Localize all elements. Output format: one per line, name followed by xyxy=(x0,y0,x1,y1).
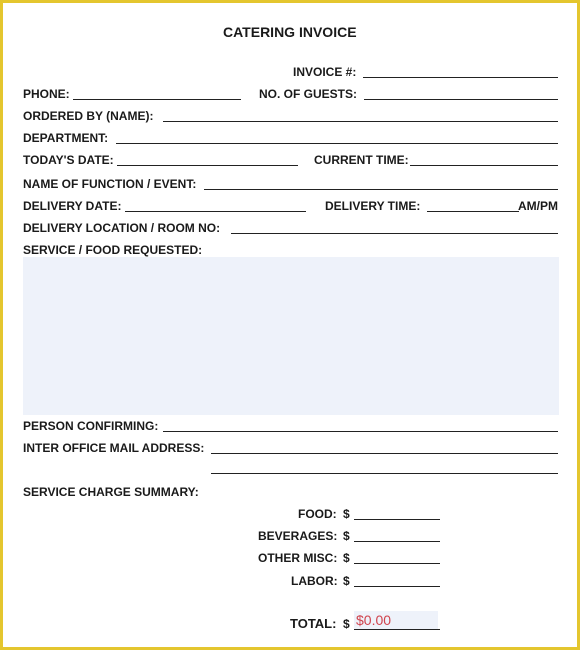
summary-label: SERVICE CHARGE SUMMARY: xyxy=(23,485,199,499)
guests-field[interactable] xyxy=(364,99,558,100)
food-field[interactable] xyxy=(354,519,440,520)
phone-label: PHONE: xyxy=(23,87,70,101)
delivery-date-field[interactable] xyxy=(125,211,306,212)
labor-field[interactable] xyxy=(354,586,440,587)
total-label: TOTAL: xyxy=(290,616,337,631)
department-field[interactable] xyxy=(116,143,558,144)
food-label: FOOD: xyxy=(298,507,337,521)
phone-field[interactable] xyxy=(73,99,241,100)
service-food-textarea[interactable] xyxy=(23,257,559,415)
labor-label: LABOR: xyxy=(291,574,338,588)
ordered-by-label: ORDERED BY (NAME): xyxy=(23,109,154,123)
delivery-time-label: DELIVERY TIME: xyxy=(325,199,421,213)
person-confirming-field[interactable] xyxy=(163,431,558,432)
department-label: DEPARTMENT: xyxy=(23,131,109,145)
invoice-label: INVOICE #: xyxy=(293,65,357,79)
delivery-time-field[interactable] xyxy=(427,211,519,212)
total-field xyxy=(354,629,440,630)
other-misc-dollar: $ xyxy=(343,551,350,565)
total-dollar: $ xyxy=(343,617,350,631)
inter-office-field-1[interactable] xyxy=(211,453,558,454)
function-event-label: NAME OF FUNCTION / EVENT: xyxy=(23,177,197,191)
todays-date-field[interactable] xyxy=(117,165,298,166)
guests-label: NO. OF GUESTS: xyxy=(259,87,358,101)
ordered-by-field[interactable] xyxy=(163,121,558,122)
ampm-label: AM/PM xyxy=(518,199,558,213)
page-title: CATERING INVOICE xyxy=(223,24,357,40)
function-event-field[interactable] xyxy=(204,189,558,190)
other-misc-field[interactable] xyxy=(354,563,440,564)
todays-date-label: TODAY'S DATE: xyxy=(23,153,114,167)
beverages-dollar: $ xyxy=(343,529,350,543)
current-time-field[interactable] xyxy=(410,165,558,166)
invoice-field[interactable] xyxy=(363,77,558,78)
inter-office-label: INTER OFFICE MAIL ADDRESS: xyxy=(23,441,205,455)
delivery-location-label: DELIVERY LOCATION / ROOM NO: xyxy=(23,221,221,235)
delivery-location-field[interactable] xyxy=(231,233,558,234)
labor-dollar: $ xyxy=(343,574,350,588)
beverages-field[interactable] xyxy=(354,541,440,542)
service-food-label: SERVICE / FOOD REQUESTED: xyxy=(23,243,203,257)
current-time-label: CURRENT TIME: xyxy=(314,153,409,167)
food-dollar: $ xyxy=(343,507,350,521)
inter-office-field-2[interactable] xyxy=(211,473,558,474)
beverages-label: BEVERAGES: xyxy=(258,529,338,543)
total-value[interactable]: $0.00 xyxy=(354,611,438,629)
person-confirming-label: PERSON CONFIRMING: xyxy=(23,419,159,433)
delivery-date-label: DELIVERY DATE: xyxy=(23,199,122,213)
other-misc-label: OTHER MISC: xyxy=(258,551,338,565)
